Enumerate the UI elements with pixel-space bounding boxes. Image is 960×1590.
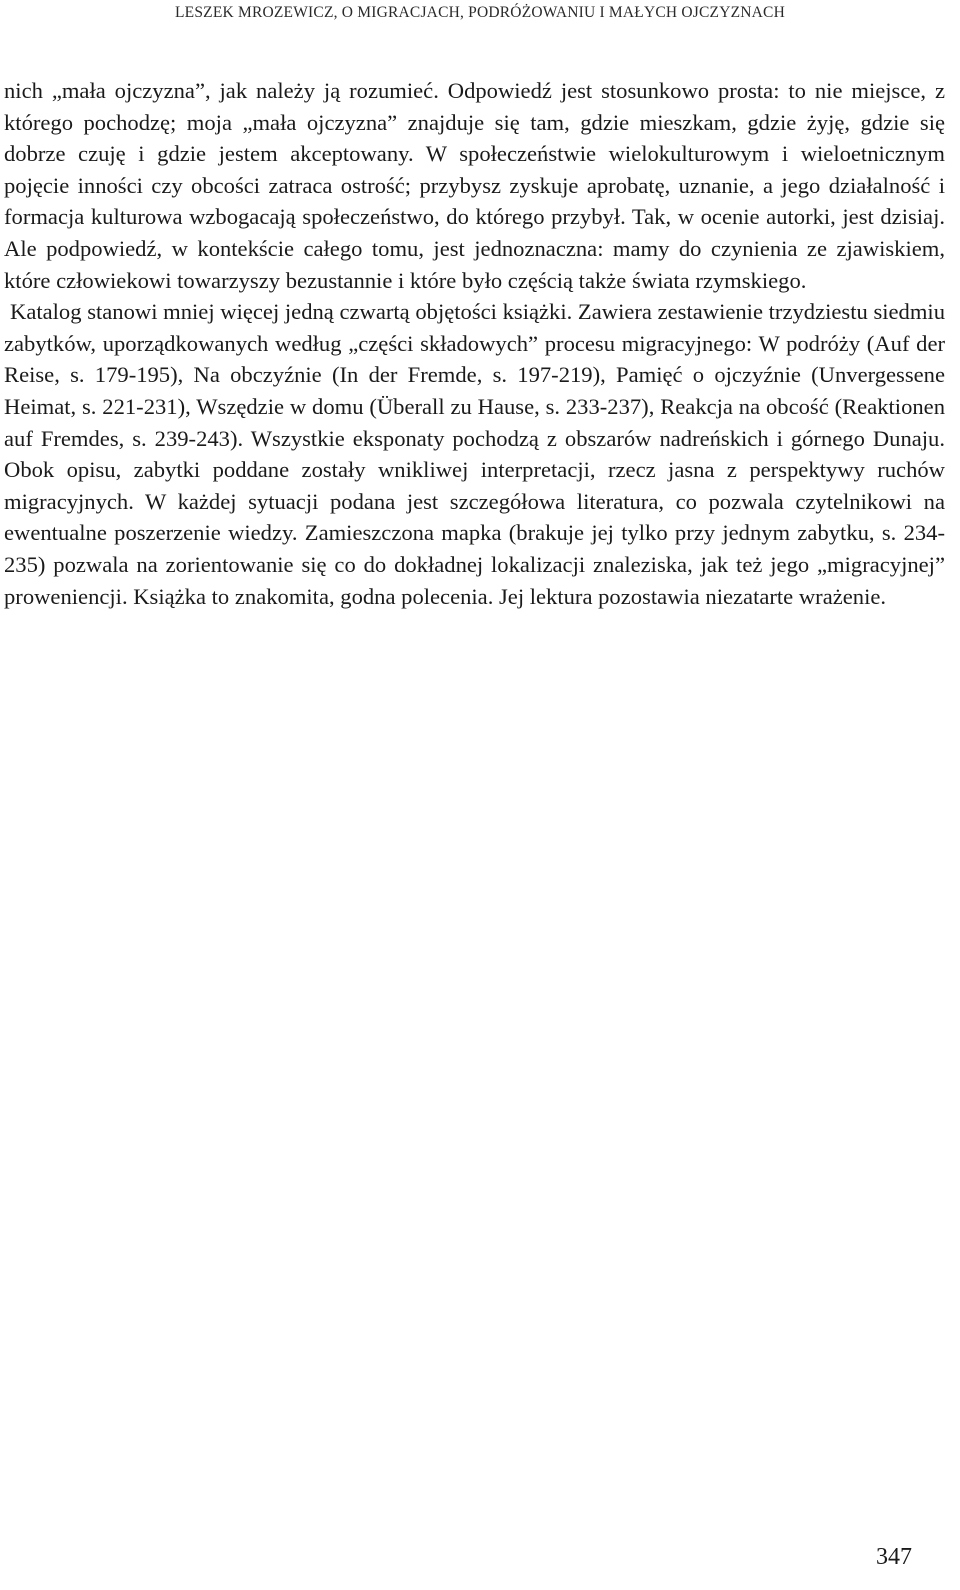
body-text [4, 75, 945, 612]
running-header: LESZEK MROZEWICZ, O MIGRACJACH, PODRÓŻOWANIU I MAŁYCH OJCZYZNACH [175, 4, 785, 21]
paragraph-2: Katalog stanowi mniej więcej jedną czwartą objętości książki. Zawiera zestawienie trzydziestu siedmiu zabytków, uporządkowanych według „części składowych” procesu migracyjnego: W podróży (Auf der Reise, s. 179-195), Na obczyźnie (In der Fremde, s. 197-219), Pamięć o ojczyźnie (Unvergessene Heimat, s. 221-231), Wszędzie w domu (Überall zu Hause, s. 233-237), Reakcja na obcość (Reaktionen auf Fremdes, s. 239-243). Wszystkie eksponaty pochodzą z obszarów nadreńskich i górnego Dunaju. Obok opisu, zabytki poddane zostały wnikliwej interpretacji, rzecz jasna z perspektywy ruchów migracyjnych. W każdej sytuacji podana jest szczegółowa literatura, co pozwala czytelnikowi na ewentualne poszerzenie wiedzy. Zamieszczona mapka (brakuje jej tylko przy jednym zabytku, s. 234-235) pozwala na zorientowanie się co do dokładnej lokalizacji znaleziska, jak też jego „migracyjnej” proweniencji. Książka to znakomita, godna polecenia. Jej lektura pozostawia niezatarte wrażenie. [4, 299, 945, 609]
paragraph-1: nich „mała ojczyzna”, jak należy ją rozumieć. Odpowiedź jest stosunkowo prosta: to nie miejsce, z którego pochodzę; moja „mała ojczyzna” znajduje się tam, gdzie mieszkam, gdzie żyję, gdzie się dobrze czuję i gdzie jestem akceptowany. W społeczeństwie wielokulturowym i wieloetnicznym pojęcie inności czy obcości zatraca ostrość; przybysz zyskuje aprobatę, uznanie, a jego działalność i formacja kulturowa wzbogacają społeczeństwo, do którego przybył. Tak, w ocenie autorki, jest dzisiaj. Ale podpowiedź, w kontekście całego tomu, jest jednoznaczna: mamy do czynienia ze zjawiskiem, które człowiekowi towarzyszy bezustannie i które było częścią także świata rzymskiego. [4, 78, 945, 293]
page-number: 347 [876, 1544, 912, 1570]
